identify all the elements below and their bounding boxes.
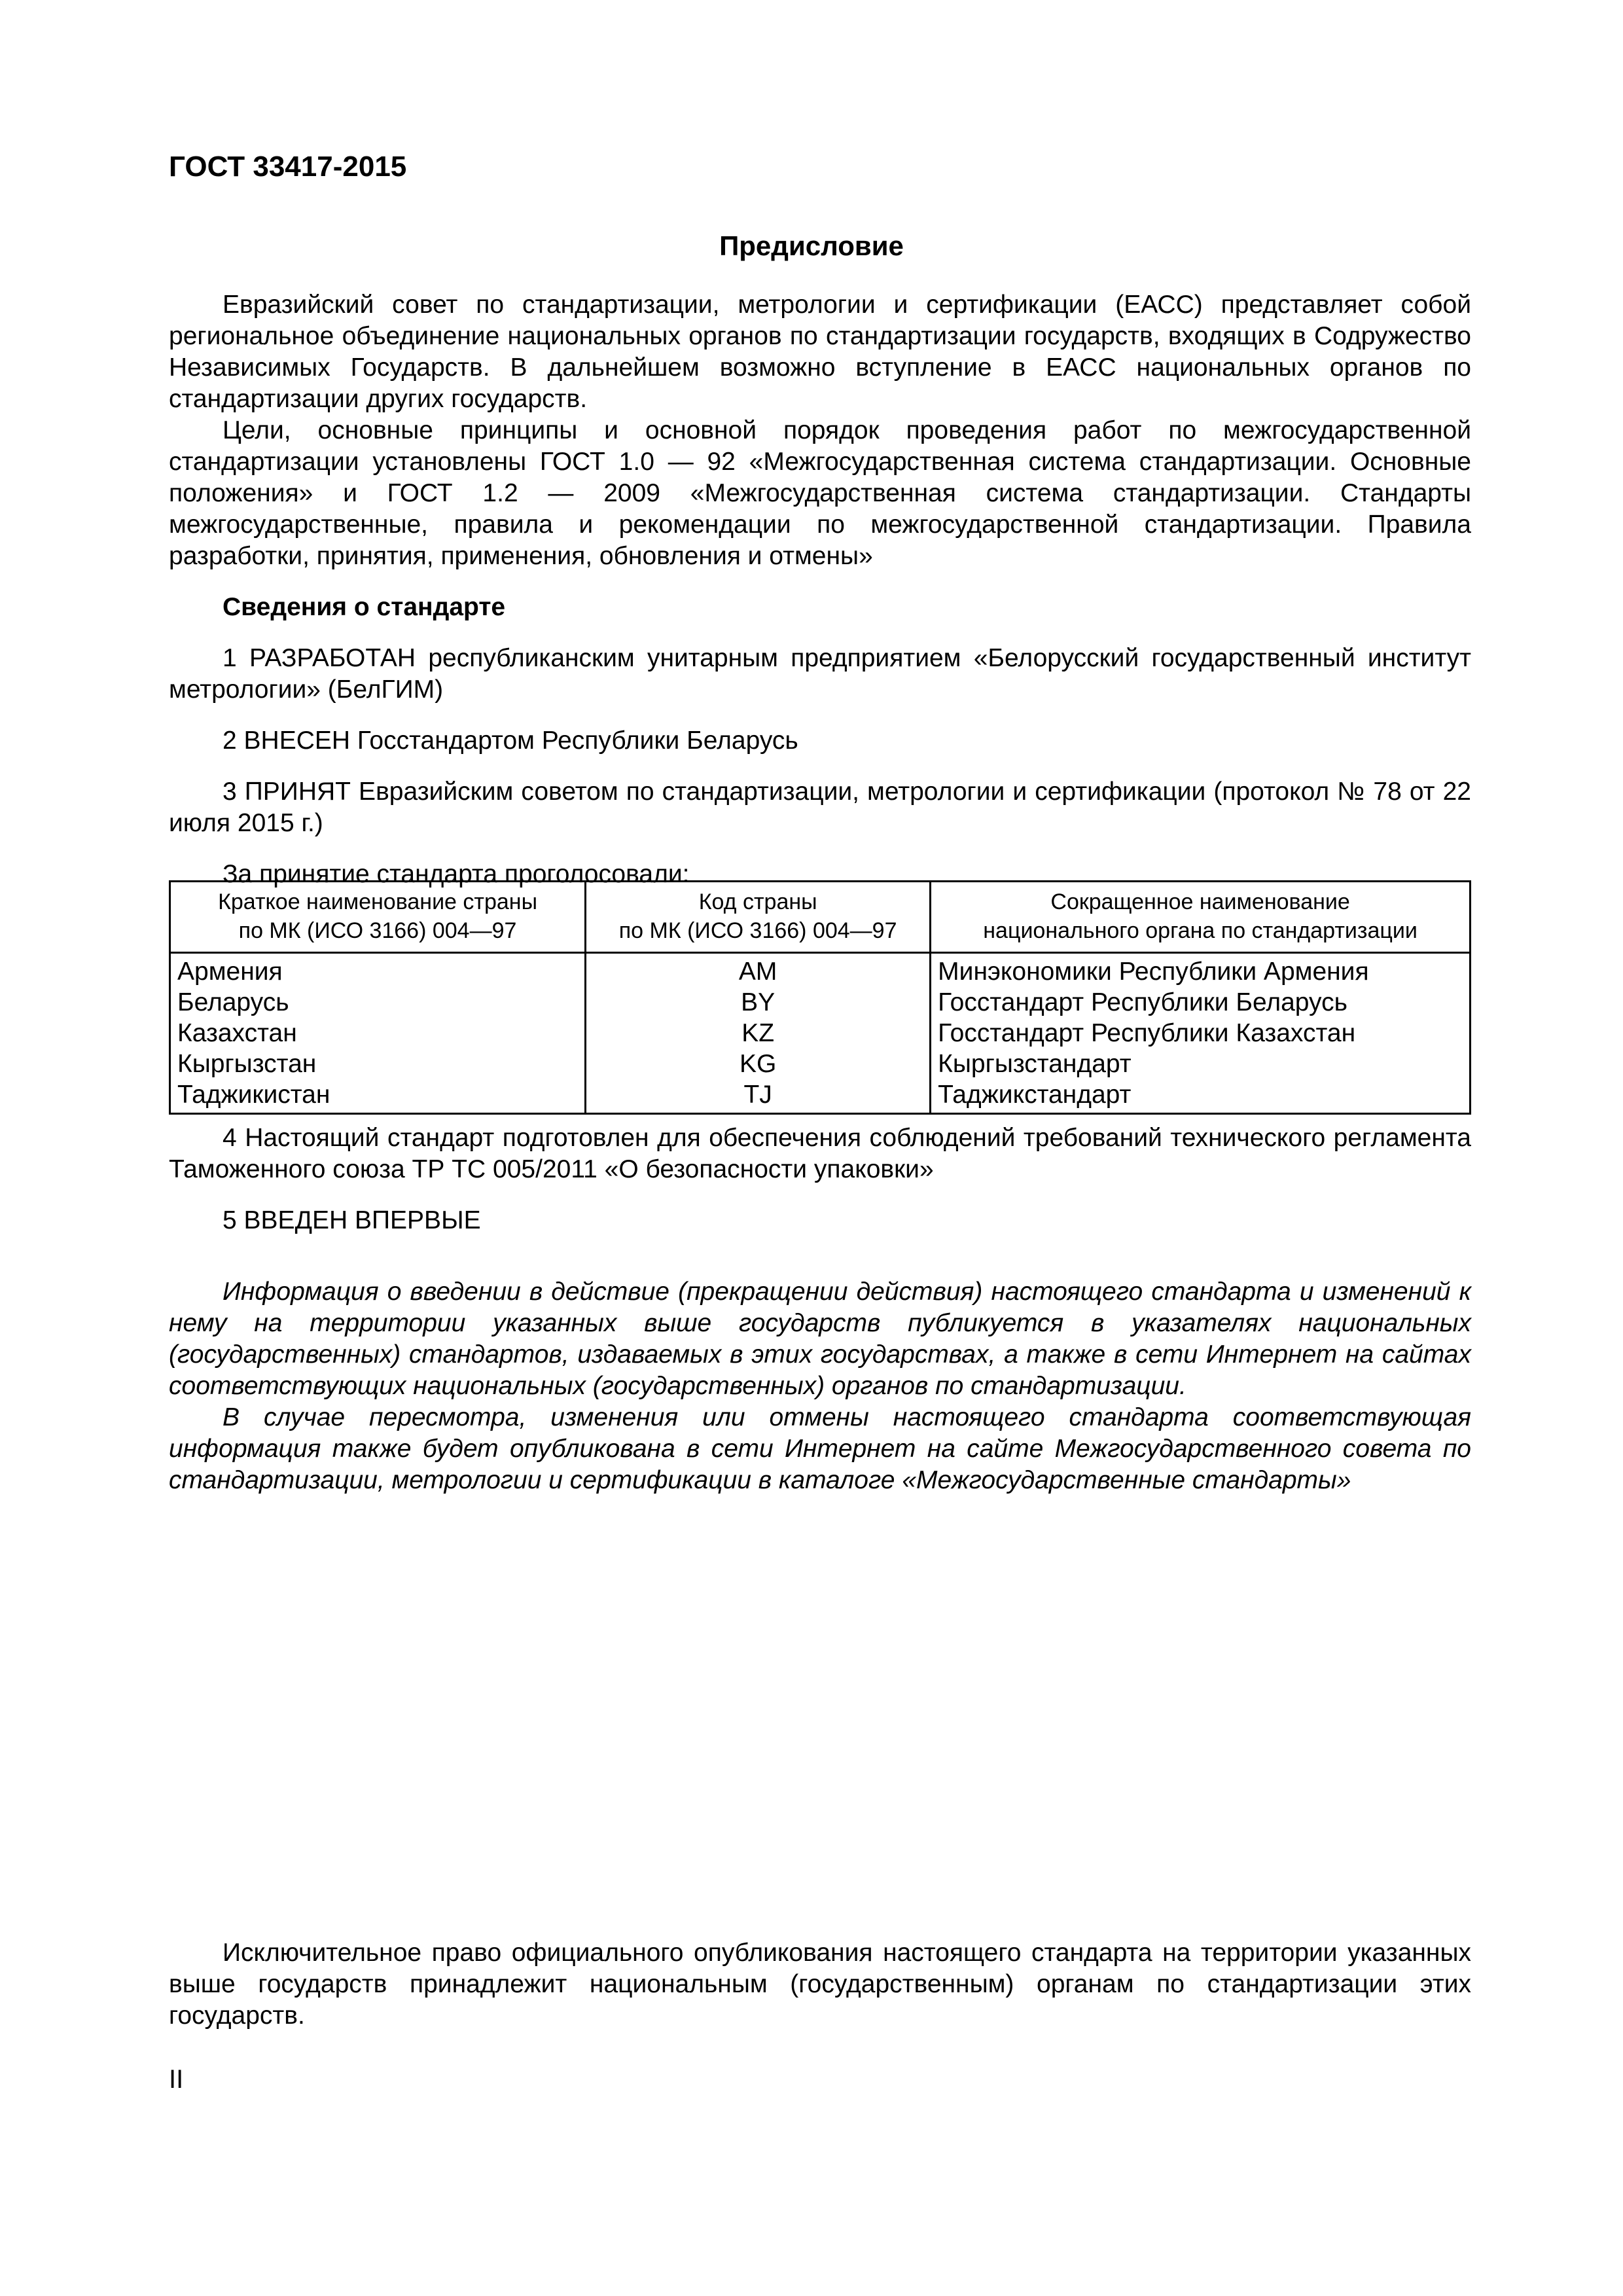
- code-cell: KZ: [586, 1018, 931, 1049]
- col-header-country: Краткое наименование страны по МК (ИСО 3166) 004—97: [170, 882, 586, 953]
- code-cell: AM: [586, 953, 931, 988]
- preface-paragraph: Цели, основные принципы и основной порядок проведения работ по межгосударственной стандартизации установлены ГОСТ 1.0 — 92 «Межгосударственная система стандартизации. Основные положения» и ГОСТ 1.2 — 2009 «Межгосударственная система стандартизации. Стандарты межгосударственные, правила и рекомендации по межгосударственной стандартизации. Правила разработки, принятия, применения, обновления и отмены»: [169, 416, 1471, 570]
- col-header-code: Код страны по МК (ИСО 3166) 004—97: [586, 882, 931, 953]
- table-row: [170, 1049, 1471, 1079]
- note-paragraph: В случае пересмотра, изменения или отмены настоящего стандарта соответствующая информация также будет опубликована в сети Интернет на сайте Межгосударственного совета по стандартизации, метрологии и сертификации в каталоге «Межгосударственные стандарты»: [169, 1403, 1471, 1494]
- info-continued: [169, 1122, 1471, 1236]
- body-cell: Минэкономики Республики Армения: [931, 953, 1471, 988]
- country-cell: Кыргызстан: [170, 1049, 586, 1079]
- info-item-submitted: 2 ВНЕСЕН Госстандартом Республики Беларусь: [223, 726, 798, 755]
- page-number: II: [169, 2065, 184, 2094]
- info-item-prepared: 4 Настоящий стандарт подготовлен для обеспечения соблюдений требований технического регламента Таможенного союза ТР ТС 005/2011 «О безопасности упаковки»: [169, 1124, 1471, 1183]
- note-paragraph: Информация о введении в действие (прекращении действия) настоящего стандарта и изменений к нему на территории указанных выше государств публикуется в указателях национальных (государственных) стандартов, издаваемых в этих государствах, а также в сети Интернет на сайтах соответствующих национальных (государственных) органов по стандартизации.: [169, 1278, 1471, 1400]
- body-cell: Госстандарт Республики Казахстан: [931, 1018, 1471, 1049]
- code-cell: KG: [586, 1049, 931, 1079]
- info-item-adopted: 3 ПРИНЯТ Евразийским советом по стандартизации, метрологии и сертификации (протокол № 78 от 22 июля 2015 г.): [169, 778, 1471, 837]
- vote-table: [169, 880, 1471, 1115]
- country-cell: Армения: [170, 953, 586, 988]
- table-row: [170, 987, 1471, 1018]
- code-cell: BY: [586, 987, 931, 1018]
- preface-paragraph: Евразийский совет по стандартизации, метрологии и сертификации (ЕАСС) представляет собой региональное объединение национальных органов по стандартизации государств, входящих в Содружество Независимых Государств. В дальнейшем возможно вступление в ЕАСС национальных органов по стандартизации других государств.: [169, 291, 1471, 413]
- document-id: ГОСТ 33417-2015: [169, 151, 407, 183]
- country-cell: Таджикистан: [170, 1079, 586, 1114]
- preface-text: [169, 289, 1471, 890]
- code-cell: TJ: [586, 1079, 931, 1114]
- table-row: [170, 1018, 1471, 1049]
- preface-title: Предисловие: [719, 230, 904, 261]
- country-cell: Казахстан: [170, 1018, 586, 1049]
- rights-paragraph: Исключительное право официального опубликования настоящего стандарта на территории указанных выше государств принадлежит национальным (государственным) органам по стандартизации этих государств.: [169, 1939, 1471, 2030]
- body-cell: Кыргызстандарт: [931, 1049, 1471, 1079]
- country-cell: Беларусь: [170, 987, 586, 1018]
- info-heading: Сведения о стандарте: [223, 593, 506, 621]
- table-row: [170, 953, 1471, 988]
- col-header-body: Сокращенное наименование национального органа по стандартизации: [931, 882, 1471, 953]
- body-cell: Госстандарт Республики Беларусь: [931, 987, 1471, 1018]
- rights-statement: [169, 1937, 1471, 2032]
- notes: [169, 1276, 1471, 1496]
- info-item-developed: 1 РАЗРАБОТАН республиканским унитарным предприятием «Белорусский государственный институт метрологии» (БелГИМ): [169, 644, 1471, 704]
- vote-intro: За принятие стандарта проголосовали:: [223, 860, 690, 888]
- vote-table-header-row: [170, 882, 1471, 953]
- table-row: [170, 1079, 1471, 1114]
- info-item-introduced: 5 ВВЕДЕН ВПЕРВЫЕ: [223, 1206, 481, 1234]
- body-cell: Таджикстандарт: [931, 1079, 1471, 1114]
